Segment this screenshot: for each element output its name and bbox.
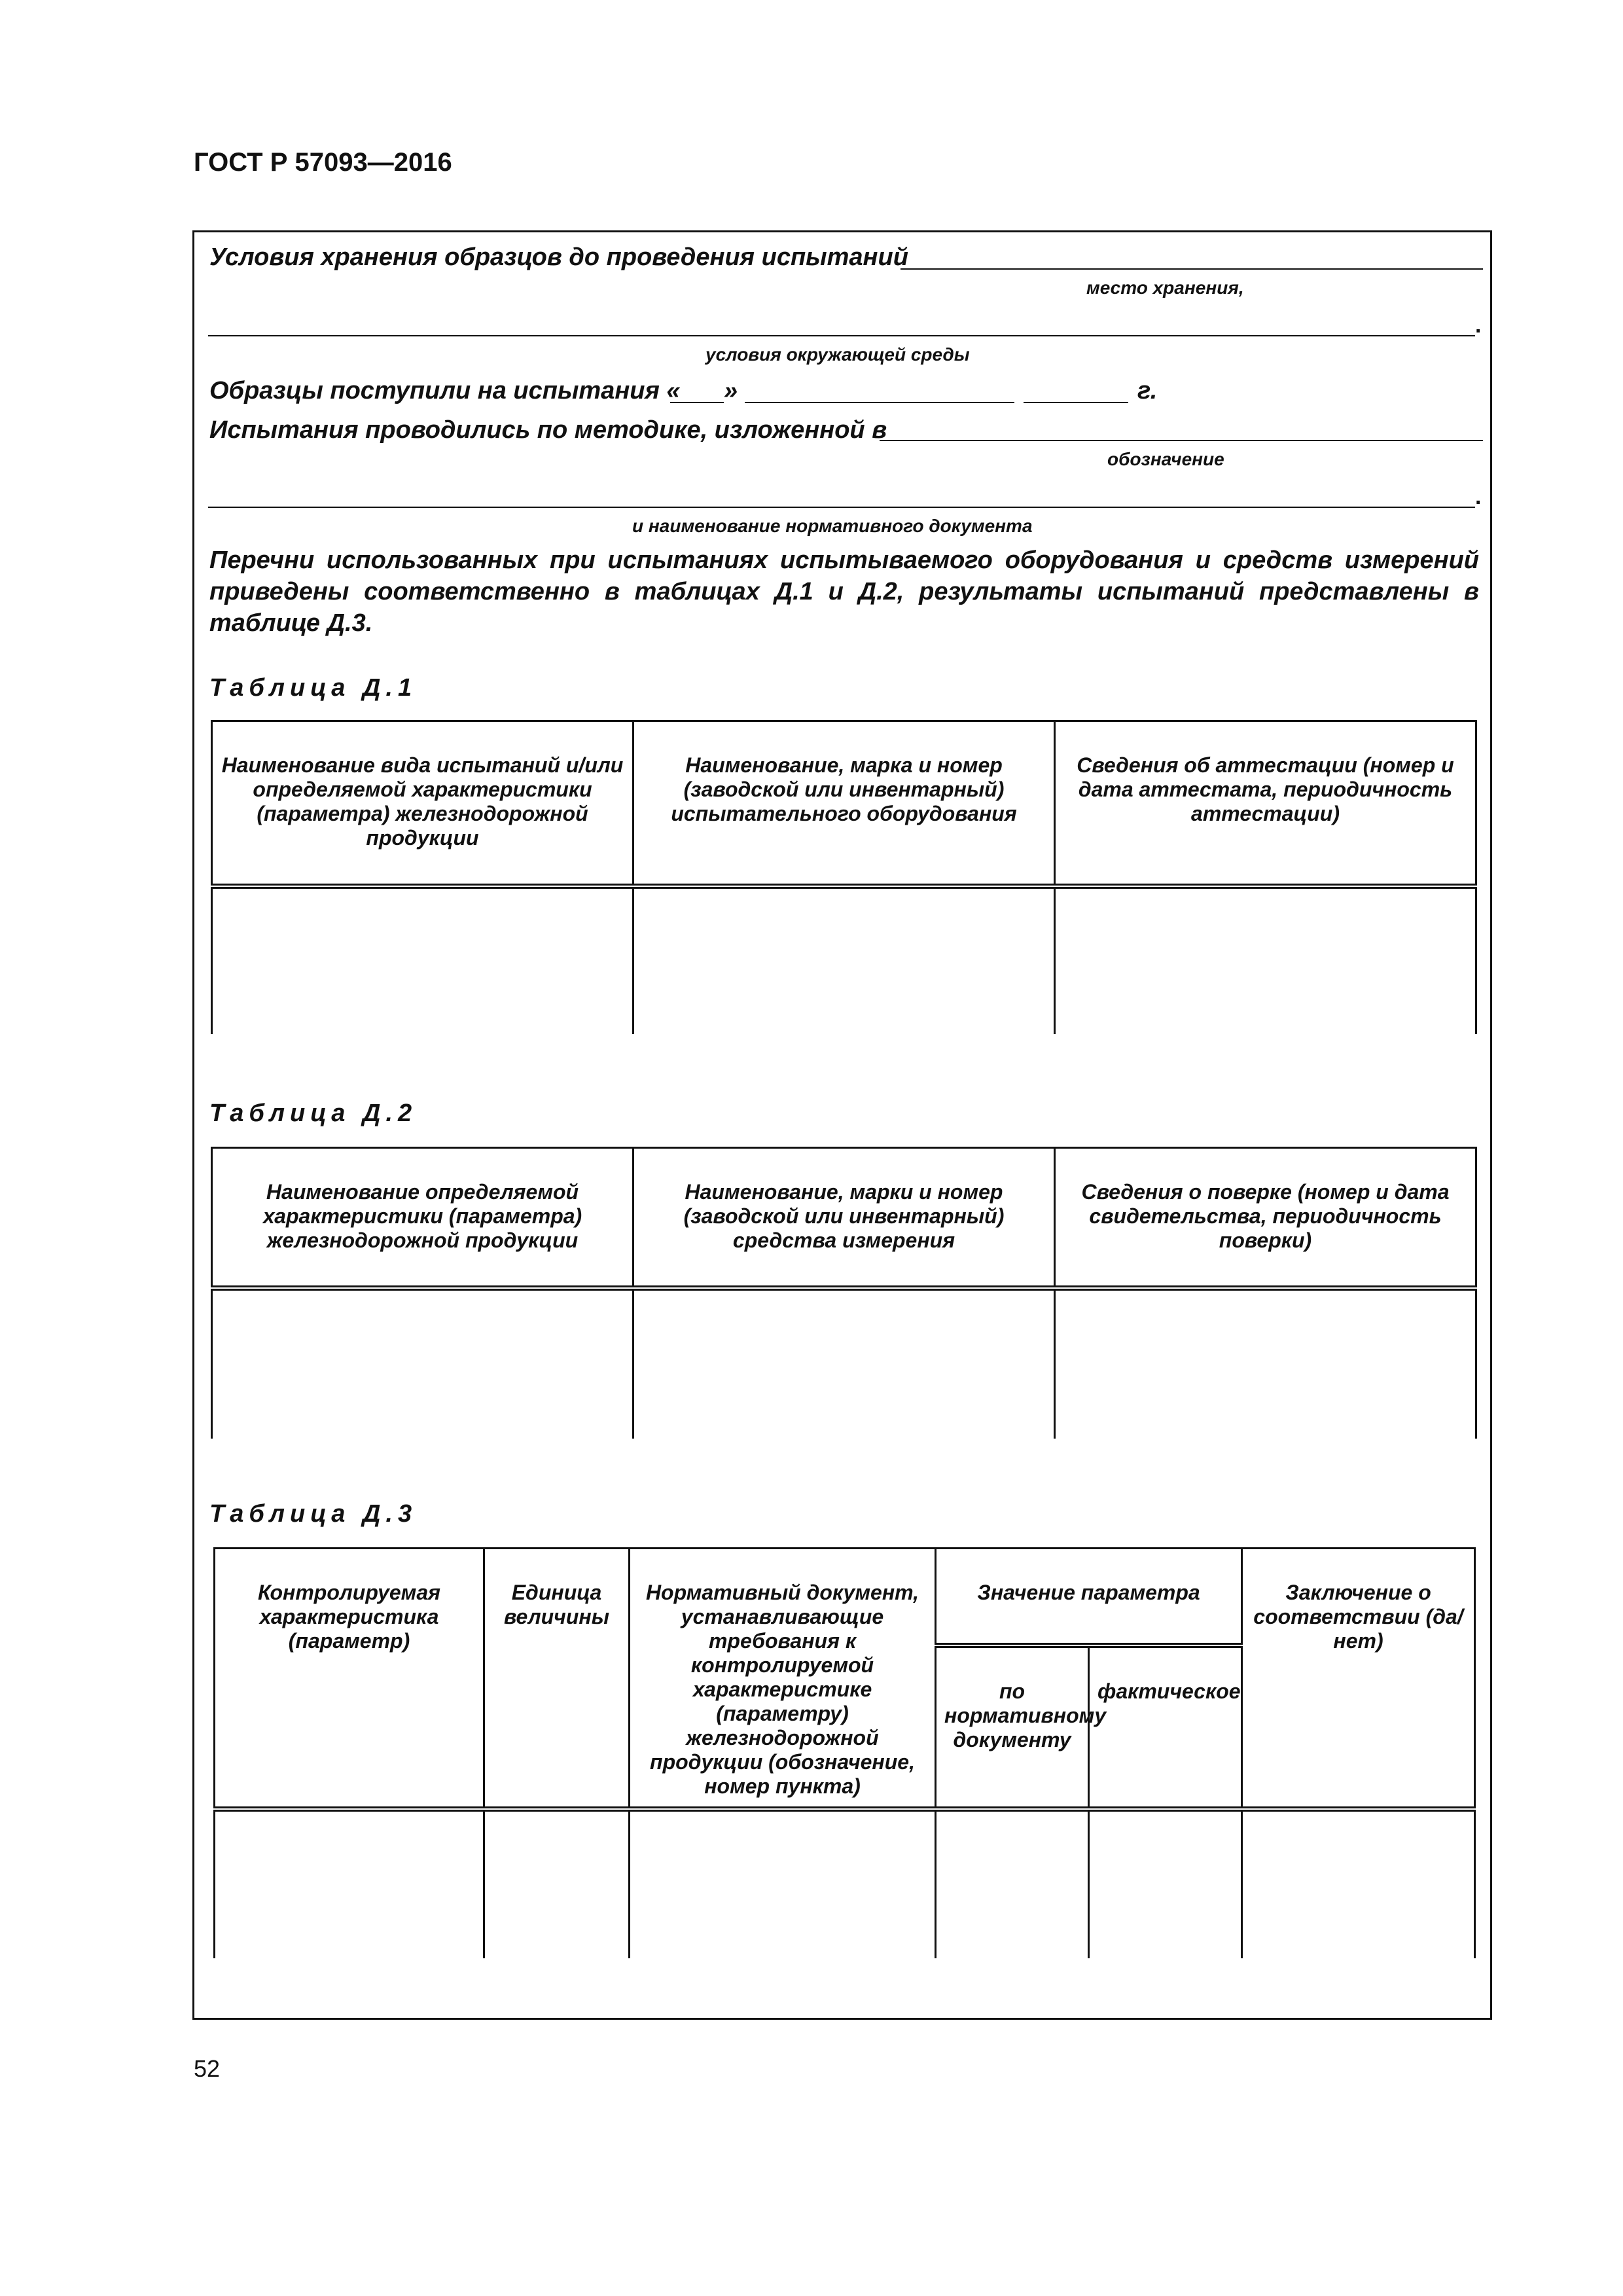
table3-title: Таблица Д.3 (209, 1500, 418, 1528)
normdoc-name-field[interactable] (208, 507, 1475, 508)
table3-col-value-norm: по нормативному документу (936, 1645, 1089, 1809)
table1-cell[interactable] (212, 886, 633, 1034)
normdoc-caption: и наименование нормативного документа (632, 516, 1033, 536)
environment-field[interactable] (208, 335, 1475, 336)
table3-cell[interactable] (936, 1809, 1089, 1958)
table3-cell[interactable] (1089, 1809, 1242, 1958)
method-label: Испытания проводились по методике, изложенной в (209, 416, 887, 444)
table2-cell[interactable] (212, 1288, 633, 1439)
table2-col-instrument: Наименование, марки и номер (заводской или инвентарный) средства измерения (633, 1148, 1055, 1288)
table1-title: Таблица Д.1 (209, 674, 418, 702)
received-month-field[interactable] (745, 402, 1014, 403)
table2-title: Таблица Д.2 (209, 1100, 418, 1127)
table1-col-test-type: Наименование вида испытаний и/или определяемой характеристики (параметра) железнодорожной продукции (212, 721, 633, 886)
received-prefix: Образцы поступили на испытания « (209, 377, 681, 404)
table3-col-characteristic: Контролируемая характеристика (параметр) (215, 1549, 484, 1809)
table2 (211, 1147, 1477, 1439)
table2-cell[interactable] (1055, 1288, 1476, 1439)
received-year-field[interactable] (1024, 402, 1128, 403)
table1 (211, 720, 1477, 1034)
method-designation-field[interactable] (880, 440, 1483, 441)
document-header: ГОСТ Р 57093—2016 (194, 148, 452, 177)
summary-paragraph: Перечни использованных при испытаниях испытываемого оборудования и средств измерений приведены соответственно в таблицах Д.1 и Д.2, результаты испытаний представлены в таблице Д.3. (209, 547, 1479, 637)
table3-col-value-group: Значение параметра (936, 1549, 1242, 1645)
table2-cell[interactable] (633, 1288, 1055, 1439)
table2-col-characteristic: Наименование определяемой характеристики (параметра) железнодорожной продукции (212, 1148, 633, 1288)
table3 (213, 1547, 1476, 1958)
storage-label: Условия хранения образцов до проведения испытаний (209, 243, 908, 271)
table3-cell[interactable] (630, 1809, 936, 1958)
table1-col-attestation: Сведения об аттестации (номер и дата аттестата, периодичность аттестации) (1055, 721, 1476, 886)
table1-col-equipment: Наименование, марка и номер (заводской или инвентарный) испытательного оборудования (633, 721, 1055, 886)
table2-col-verification: Сведения о поверке (номер и дата свидетельства, периодичность поверки) (1055, 1148, 1476, 1288)
received-suffix: г. (1137, 377, 1158, 404)
table3-col-conclusion: Заключение о соответствии (да/нет) (1242, 1549, 1475, 1809)
normdoc-period: . (1475, 484, 1482, 509)
page-number: 52 (194, 2055, 221, 2082)
env-period: . (1475, 313, 1482, 338)
table3-cell[interactable] (1242, 1809, 1475, 1958)
table3-col-value-actual: фактическое (1089, 1645, 1242, 1809)
storage-place-caption: место хранения, (1086, 278, 1244, 298)
table1-cell[interactable] (633, 886, 1055, 1034)
environment-caption: условия окружающей среды (705, 344, 970, 365)
table3-col-unit: Единица величины (484, 1549, 630, 1809)
table3-col-normdoc: Нормативный документ, устанавливающие требования к контролируемой характеристике (параметру) железнодорожной продукции (обозначение, номер пункта) (630, 1549, 936, 1809)
received-mid: » (724, 377, 738, 404)
designation-caption: обозначение (1107, 449, 1224, 469)
table3-cell[interactable] (484, 1809, 630, 1958)
storage-place-field[interactable] (901, 268, 1483, 270)
table3-cell[interactable] (215, 1809, 484, 1958)
table1-cell[interactable] (1055, 886, 1476, 1034)
received-day-field[interactable] (670, 402, 724, 403)
